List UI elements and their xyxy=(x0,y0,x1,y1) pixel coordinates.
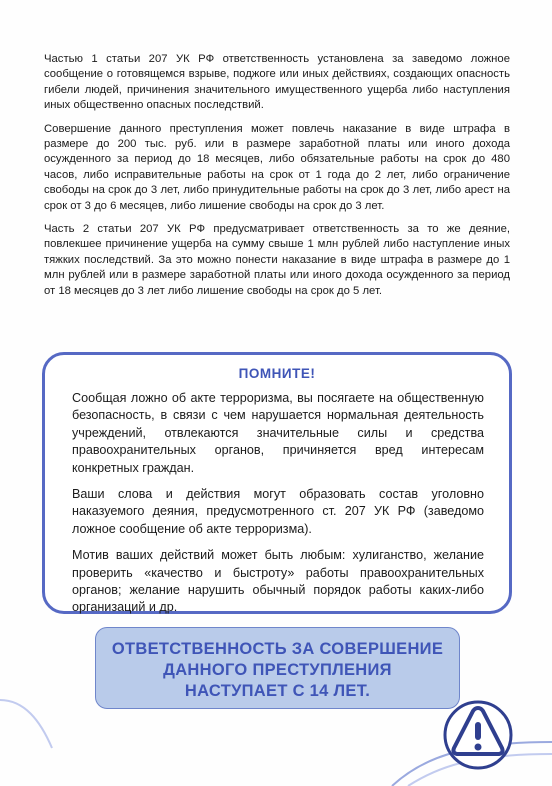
age-notice-line: ОТВЕТСТВЕННОСТЬ ЗА СОВЕРШЕНИЕ xyxy=(111,640,444,658)
remember-paragraph: Мотив ваших действий может быть любым: хулиганство, желание проверить «качество и быстроту» работы правоохранительных органов; желание нарушить обычный порядок работы каких-либо организаций и др. xyxy=(72,548,484,615)
warning-icon xyxy=(445,702,511,768)
remember-box xyxy=(42,352,512,614)
paragraph-punishment: Совершение данного преступления может повлечь наказание в виде штрафа в размере до 200 тыс. руб. или в размере заработной платы или иного дохода осужденного за период до 18 месяцев, либо обязательные работы на срок до 480 часов, либо исправительные работы на срок от 1 года до 2 лет, либо ограничение свободы на срок до 3 лет, либо принудительные работы на срок до 3 лет, либо арест на срок от 3 до 6 месяцев, либо лишение свободы на срок до 3 лет. xyxy=(44,122,510,212)
age-notice-line: ДАННОГО ПРЕСТУПЛЕНИЯ xyxy=(163,661,392,679)
article-text xyxy=(44,52,510,307)
remember-paragraph: Сообщая ложно об акте терроризма, вы посягаете на общественную безопасность, в связи с чем нарушается нормальная деятельность учреждений, отвлекаются значительные силы и средства правоохранительных органов, причиняется вред интересам конкретных граждан. xyxy=(72,391,484,475)
age-notice-line: НАСТУПАЕТ С 14 ЛЕТ. xyxy=(184,682,371,700)
age-notice-box xyxy=(95,627,460,709)
remember-body xyxy=(72,390,484,626)
remember-title: ПОМНИТЕ! xyxy=(238,366,316,381)
remember-paragraph: Ваши слова и действия могут образовать состав уголовно наказуемого деяния, предусмотренного ст. 207 УК РФ (заведомо ложное сообщение об акте терроризма). xyxy=(72,487,484,536)
paragraph-part1: Частью 1 статьи 207 УК РФ ответственность установлена за заведомо ложное сообщение о готовящемся взрыве, поджоге или иных действиях, создающих опасность гибели людей, причинения значительного имущественного ущерба либо наступления иных общественно опасных последствий. xyxy=(44,53,510,112)
paragraph-part2: Часть 2 статьи 207 УК РФ предусматривает ответственность за то же деяние, повлекшее причинение ущерба на сумму свыше 1 млн рублей либо наступление иных тяжких последствий. За это можно понести наказание в виде штрафа в размере до 1 млн рублей или в размере заработной платы или иного дохода осужденного за период от 18 месяцев до 3 лет либо лишение свободы на срок до 5 лет. xyxy=(44,223,510,297)
